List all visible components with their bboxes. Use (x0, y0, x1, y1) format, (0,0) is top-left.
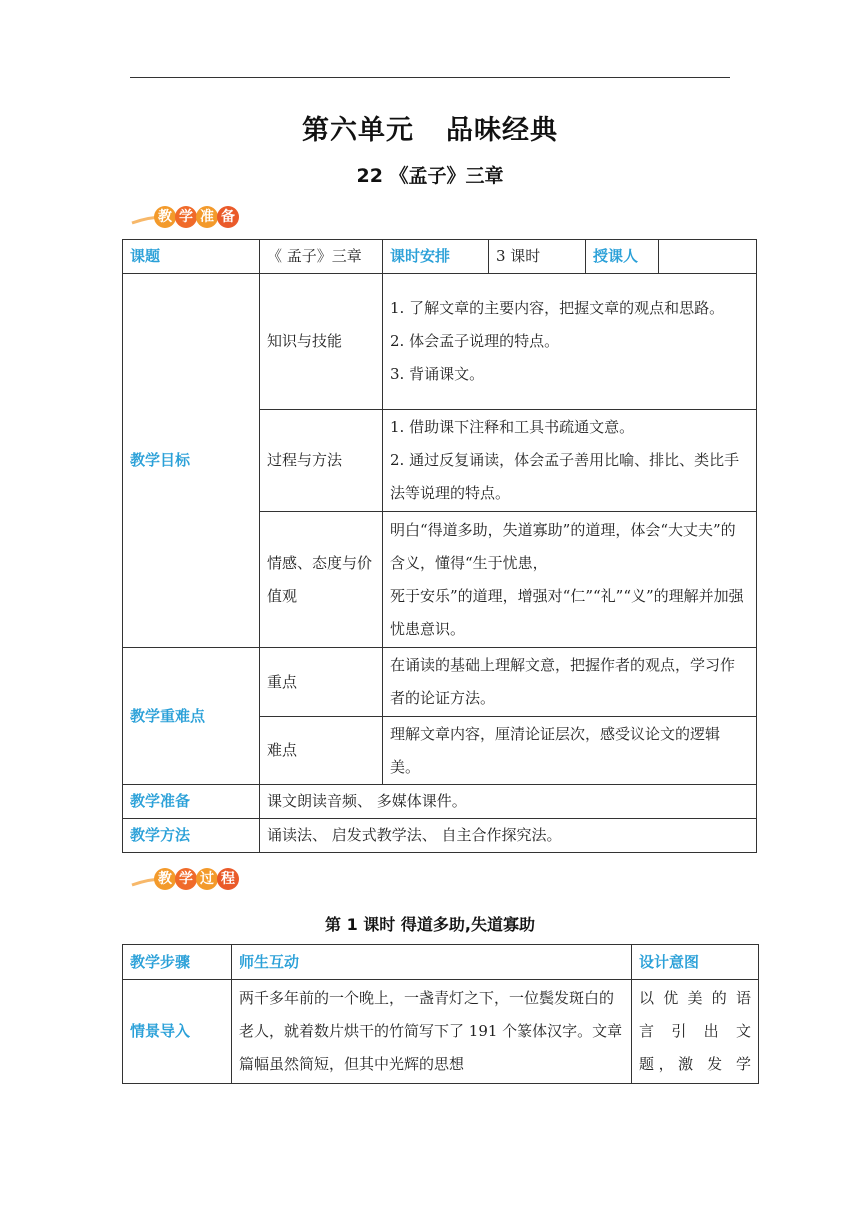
focus-label: 重点 (260, 648, 383, 717)
lesson-1-title: 第 1 课时 得道多助,失道寡助 (325, 915, 535, 934)
difficulty-label: 难点 (260, 717, 383, 785)
step-header: 教学步骤 (123, 945, 232, 980)
knowledge-label: 知识与技能 (260, 274, 383, 410)
intent-cell: 以优美的语 言 引 出 文 题，激 发 学 (632, 980, 759, 1084)
difficulty-content: 理解文章内容，厘清论证层次，感受议论文的逻辑美。 (383, 717, 757, 785)
intent-header: 设计意图 (632, 945, 759, 980)
topic-label: 课题 (123, 240, 260, 274)
lesson-title: 22 《孟子》三章 (356, 165, 504, 187)
teacher-value (659, 240, 757, 274)
methods-content: 诵读法、 启发式教学法、 自主合作探究法。 (260, 819, 757, 853)
key-points-label: 教学重难点 (123, 648, 260, 785)
interaction-header: 师生互动 (232, 945, 632, 980)
interaction-cell: 两千多年前的一个晚上，一盏青灯之下，一位鬓发斑白的老人，就着数片烘干的竹简写下了 191 个篆体汉字。文章篇幅虽然简短，但其中光辉的思想 (232, 980, 632, 1084)
step-cell: 情景导入 (123, 980, 232, 1084)
process-content: 1. 借助课下注释和工具书疏通文意。 2. 通过反复诵读，体会孟子善用比喻、排比、类比手法等说理的特点。 (383, 410, 757, 512)
emotion-label: 情感、态度与价值观 (260, 512, 383, 648)
schedule-label: 课时安排 (383, 240, 489, 274)
focus-content: 在诵读的基础上理解文意，把握作者的观点，学习作者的论证方法。 (383, 648, 757, 717)
prep-label: 教学准备 (123, 785, 260, 819)
knowledge-content: 1. 了解文章的主要内容，把握文章的观点和思路。 2. 体会孟子说理的特点。 3. 背诵课文。 (383, 274, 757, 410)
prep-content: 课文朗读音频、 多媒体课件。 (260, 785, 757, 819)
schedule-value: 3 课时 (489, 240, 586, 274)
lesson-plan-table (122, 239, 757, 853)
unit-title: 第六单元 品味经典 (302, 115, 558, 146)
header-rule (130, 77, 730, 78)
goals-label: 教学目标 (123, 274, 260, 648)
teaching-process-badge: 教 学 过 程 (130, 862, 238, 896)
emotion-content: 明白“得道多助，失道寡助”的道理，体会“大丈夫”的含义，懂得“生于忧患， 死于安乐”的道理，增强对“仁”“礼”“义”的理解并加强忧患意识。 (383, 512, 757, 648)
process-label: 过程与方法 (260, 410, 383, 512)
topic-value: 《 孟子》三章 (260, 240, 383, 274)
methods-label: 教学方法 (123, 819, 260, 853)
teacher-label: 授课人 (586, 240, 659, 274)
teaching-prep-badge: 教 学 准 备 (130, 200, 238, 234)
lesson-steps-table (122, 944, 759, 1084)
